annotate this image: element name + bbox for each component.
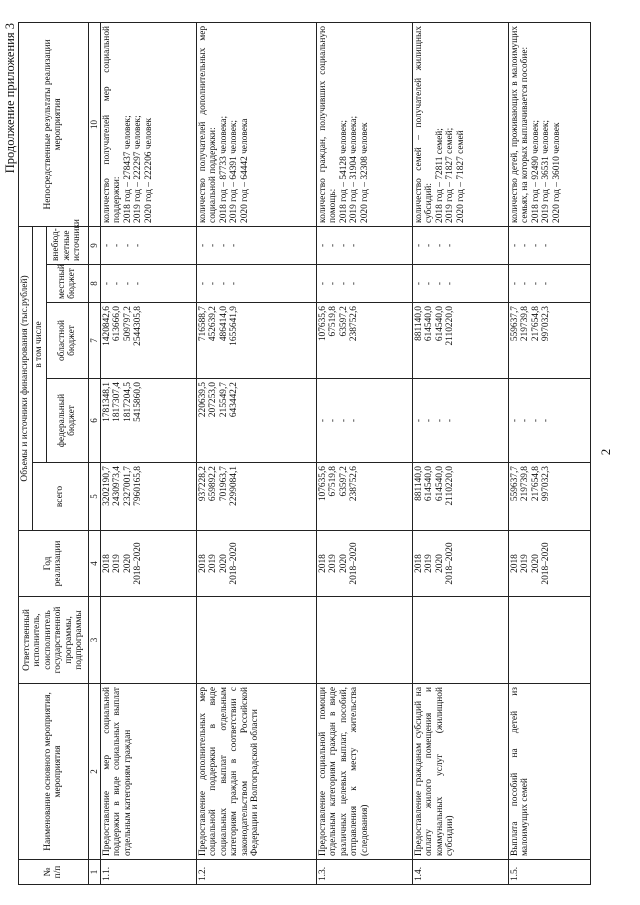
row-total-line: 701963,7 xyxy=(218,466,229,502)
row-result-line: 2018 год – 87733 человека; xyxy=(218,115,229,223)
row-local-line: - xyxy=(112,281,123,286)
row-local-line: - xyxy=(122,281,133,286)
header-results: Непосредственные результаты реализации мероприятия xyxy=(19,22,89,226)
row-extra-line: - xyxy=(122,243,133,248)
row-extra xyxy=(100,226,196,264)
row-regional-line: 559637,7 xyxy=(509,306,520,342)
row-name: Предоставление дополнительных мер социальной поддержки в виде социальных выплат отдельным категориям граждан в соответствии с законодательством Российской Федерации и Волгоградской области xyxy=(196,684,316,860)
row-local-line: - xyxy=(133,281,144,286)
row-extra xyxy=(316,226,412,264)
row-federal-line: 207253,0 xyxy=(208,382,219,418)
row-local-line: - xyxy=(349,281,360,286)
row-regional-line: 217654,8 xyxy=(530,306,541,342)
row-name: Предоставление гражданам субсидий на оплату жилого помещения и коммунальных услуг (жилищной субсидии) xyxy=(412,684,508,860)
row-regional-line: 452639,2 xyxy=(208,306,219,342)
row-regional-line: 63597,2 xyxy=(338,306,349,337)
row-years-line: 2020 xyxy=(218,554,229,573)
row-years-line: 2020 xyxy=(122,554,133,573)
row-federal xyxy=(196,379,316,463)
row-total-line: 63597,2 xyxy=(338,466,349,497)
col-num: 7 xyxy=(88,303,100,379)
row-total-line: 7960165,8 xyxy=(133,466,144,506)
header-regional: областной бюджет xyxy=(46,303,88,379)
header-federal: федеральный бюджет xyxy=(46,379,88,463)
row-total-line: 614540,0 xyxy=(424,466,435,502)
row-result-line: 2019 год – 64391 человек; xyxy=(229,119,240,223)
row-extra-line: - xyxy=(133,243,144,248)
row-federal-line: 1817204,5 xyxy=(122,382,133,422)
row-federal-line: 215549,7 xyxy=(218,382,229,418)
row-extra-line: - xyxy=(218,243,229,248)
row-extra-line: - xyxy=(317,243,328,248)
row-total-line: 107635,6 xyxy=(317,466,328,502)
header-no: № п/п xyxy=(19,860,89,885)
row-local-line: - xyxy=(101,281,112,286)
row-total-line: 659892,2 xyxy=(208,466,219,502)
row-federal-line: - xyxy=(328,418,339,423)
row-name: Выплата пособий на детей из малоимущих семей xyxy=(508,684,590,860)
row-federal xyxy=(508,379,590,463)
row-extra-line: - xyxy=(424,243,435,248)
row-executor xyxy=(412,597,508,684)
row-result-line: 2020 год – 36010 человек xyxy=(551,122,562,223)
row-regional-line: 997032,3 xyxy=(541,306,552,342)
row-federal-line: - xyxy=(317,418,328,423)
row-local-line: - xyxy=(424,281,435,286)
row-federal-line: - xyxy=(413,418,424,423)
row-result-line: 2018 год – 92490 человек; xyxy=(530,119,541,223)
row-result-line: количество детей, проживающих в малоимущих семьях, на которых выплачивается пособие: xyxy=(509,25,531,223)
row-local xyxy=(508,265,590,303)
row-regional-line: 614540,0 xyxy=(424,306,435,342)
col-num: 6 xyxy=(88,379,100,463)
row-result-line: 2020 год – 64442 человека xyxy=(239,118,250,223)
row-local xyxy=(196,265,316,303)
row-result-line: 2018 год – 278437 человек; xyxy=(122,115,133,223)
row-years-line: 2019 xyxy=(520,554,531,573)
col-num: 1 xyxy=(88,860,100,885)
row-extra-line: - xyxy=(112,243,123,248)
row-extra-line: - xyxy=(197,243,208,248)
col-num: 3 xyxy=(88,597,100,684)
row-total xyxy=(100,463,196,531)
row-total-line: 2430973,4 xyxy=(112,466,123,506)
header-local: местный бюджет xyxy=(46,265,88,303)
row-extra-line: - xyxy=(530,243,541,248)
row-local-line: - xyxy=(445,281,456,286)
row-extra-line: - xyxy=(208,243,219,248)
row-years-line: 2020 xyxy=(530,554,541,573)
row-extra-line: - xyxy=(413,243,424,248)
row-regional-line: 107635,6 xyxy=(317,306,328,342)
row-local-line: - xyxy=(413,281,424,286)
row-federal-line: - xyxy=(434,418,445,423)
row-local xyxy=(100,265,196,303)
table-row xyxy=(196,22,316,884)
page-number: 2 xyxy=(598,448,613,456)
row-total xyxy=(508,463,590,531)
row-total-line: 997032,3 xyxy=(541,466,552,502)
row-federal-line: - xyxy=(349,418,360,423)
row-federal-line: - xyxy=(424,418,435,423)
row-extra-line: - xyxy=(328,243,339,248)
row-regional xyxy=(508,303,590,379)
row-extra xyxy=(508,226,590,264)
row-total-line: 881140,0 xyxy=(413,466,424,501)
row-extra-line: - xyxy=(349,243,360,248)
row-result xyxy=(316,22,412,226)
row-years-line: 2020 xyxy=(338,554,349,573)
row-regional-line: 219739,8 xyxy=(520,306,531,342)
row-result xyxy=(100,22,196,226)
row-result xyxy=(508,22,590,226)
row-local-line: - xyxy=(317,281,328,286)
header-executor: Ответственный исполнитель, соисполнитель государственной программы, подпрограммы xyxy=(19,597,89,684)
row-years-line: 2020 xyxy=(434,554,445,573)
row-years-line: 2018 xyxy=(509,554,520,573)
row-federal-line: 1781348,1 xyxy=(101,382,112,422)
row-number: 1.1. xyxy=(100,860,196,885)
row-local-line: - xyxy=(530,281,541,286)
col-num: 10 xyxy=(88,22,100,226)
row-regional xyxy=(196,303,316,379)
header-year: Год реализации xyxy=(19,531,89,597)
header-extra: внебюд-жетные источники xyxy=(46,226,88,264)
row-extra-line: - xyxy=(229,243,240,248)
row-executor xyxy=(196,597,316,684)
row-federal-line: - xyxy=(541,418,552,423)
row-years-line: 2018–2020 xyxy=(133,542,144,585)
row-regional-line: 509797,2 xyxy=(122,306,133,342)
row-federal-line: 220639,5 xyxy=(197,382,208,418)
row-result-line: 2019 год – 36531 человек; xyxy=(541,119,552,223)
continuation-label: Продолжение приложения 3 xyxy=(3,23,17,174)
table-row xyxy=(100,22,196,884)
column-numbers xyxy=(88,22,100,884)
row-result-line: количество получателей мер социальной поддержки: xyxy=(101,25,123,223)
row-local-line: - xyxy=(208,281,219,286)
row-federal xyxy=(316,379,412,463)
row-years-line: 2018–2020 xyxy=(541,542,552,585)
row-years-line: 2019 xyxy=(208,554,219,573)
table-row xyxy=(508,22,590,884)
row-years-line: 2019 xyxy=(112,554,123,573)
col-num: 5 xyxy=(88,463,100,531)
row-regional xyxy=(100,303,196,379)
header-name: Наименование основного мероприятия, мероприятия xyxy=(19,684,89,860)
header-volumes: Объемы и источники финансирования (тыс.рублей) xyxy=(19,226,33,530)
row-local-line: - xyxy=(541,281,552,286)
row-number: 1.3. xyxy=(316,860,412,885)
row-total-line: 67519,8 xyxy=(328,466,339,497)
header-total: всего xyxy=(33,463,89,531)
row-years-line: 2019 xyxy=(328,554,339,573)
table-row xyxy=(316,22,412,884)
row-regional-line: 67519,8 xyxy=(328,306,339,337)
row-years-line: 2018 xyxy=(197,554,208,573)
row-total-line: 2327001,7 xyxy=(122,466,133,506)
row-total-line: 238752,6 xyxy=(349,466,360,502)
row-local xyxy=(316,265,412,303)
row-years-line: 2018–2020 xyxy=(445,542,456,585)
row-years xyxy=(316,531,412,597)
row-federal-line: - xyxy=(338,418,349,423)
row-local-line: - xyxy=(338,281,349,286)
row-executor xyxy=(508,597,590,684)
row-result-line: 2019 год – 31904 человека; xyxy=(349,115,360,223)
row-years-line: 2018 xyxy=(317,554,328,573)
row-executor xyxy=(100,597,196,684)
row-regional xyxy=(316,303,412,379)
row-total-line: 2299084,1 xyxy=(229,466,240,506)
row-name: Предоставление мер социальной поддержки в виде социальных выплат отдельным категориям граждан xyxy=(100,684,196,860)
row-result-line: количество семей – получателей жилищных субсидий: xyxy=(413,25,435,223)
row-regional-line: 486414,0 xyxy=(218,306,229,342)
row-result-line: 2020 год – 71827 семей xyxy=(455,130,466,223)
row-regional-line: 1655641,9 xyxy=(229,306,240,346)
row-number: 1.2. xyxy=(196,860,316,885)
row-federal xyxy=(412,379,508,463)
row-federal xyxy=(100,379,196,463)
row-total-line: 937228,2 xyxy=(197,466,208,502)
row-regional-line: 238752,6 xyxy=(349,306,360,342)
row-regional-line: 2110220,0 xyxy=(445,306,456,346)
row-local-line: - xyxy=(328,281,339,286)
row-regional-line: 613666,0 xyxy=(112,306,123,342)
row-federal-line: 1817307,4 xyxy=(112,382,123,422)
row-result xyxy=(412,22,508,226)
row-extra-line: - xyxy=(338,243,349,248)
row-total xyxy=(412,463,508,531)
row-local xyxy=(412,265,508,303)
row-total-line: 2110220,0 xyxy=(445,466,456,506)
header-including: в том числе xyxy=(33,226,47,462)
row-extra-line: - xyxy=(520,243,531,248)
row-name: Предоставление социальной помощи отдельным категориям граждан в виде различных целевых выплат, пособий, отправления к месту жительства (следования) xyxy=(316,684,412,860)
row-regional-line: 716588,7 xyxy=(197,306,208,342)
col-num: 2 xyxy=(88,684,100,860)
row-result-line: 2018 год – 54128 человек; xyxy=(338,119,349,223)
row-result-line: 2020 год – 32308 человек xyxy=(359,122,370,223)
row-extra-line: - xyxy=(101,243,112,248)
row-extra-line: - xyxy=(509,243,520,248)
row-result-line: 2020 год – 222206 человек xyxy=(143,117,154,223)
row-years-line: 2018–2020 xyxy=(229,542,240,585)
row-total-line: 3202190,7 xyxy=(101,466,112,506)
row-extra xyxy=(412,226,508,264)
row-result-line: количество граждан, получивших социальную помощь: xyxy=(317,25,339,223)
row-regional-line: 2544305,8 xyxy=(133,306,144,346)
row-total xyxy=(196,463,316,531)
row-local-line: - xyxy=(197,281,208,286)
row-years-line: 2018–2020 xyxy=(349,542,360,585)
row-result-line: 2018 год – 72811 семей; xyxy=(434,128,445,223)
col-num: 8 xyxy=(88,265,100,303)
row-federal-line: - xyxy=(509,418,520,423)
row-regional-line: 614540,0 xyxy=(434,306,445,342)
row-result xyxy=(196,22,316,226)
row-result-line: 2019 год – 222297 человек; xyxy=(133,115,144,223)
table-row xyxy=(412,22,508,884)
row-number: 1.5. xyxy=(508,860,590,885)
row-local-line: - xyxy=(520,281,531,286)
row-local-line: - xyxy=(218,281,229,286)
row-local-line: - xyxy=(509,281,520,286)
row-regional xyxy=(412,303,508,379)
row-federal-line: 5415860,0 xyxy=(133,382,144,422)
row-extra-line: - xyxy=(434,243,445,248)
row-extra xyxy=(196,226,316,264)
row-total-line: 614540,0 xyxy=(434,466,445,502)
row-years-line: 2019 xyxy=(424,554,435,573)
row-result-line: 2019 год – 71827 семей; xyxy=(445,127,456,223)
row-years xyxy=(508,531,590,597)
row-years xyxy=(412,531,508,597)
row-local-line: - xyxy=(434,281,445,286)
row-federal-line: 643442,2 xyxy=(229,382,240,418)
row-total xyxy=(316,463,412,531)
row-years xyxy=(196,531,316,597)
row-regional-line: 1420842,6 xyxy=(101,306,112,346)
row-federal-line: - xyxy=(445,418,456,423)
col-num: 4 xyxy=(88,531,100,597)
row-regional-line: 881140,0 xyxy=(413,306,424,341)
row-number: 1.4. xyxy=(412,860,508,885)
col-num: 9 xyxy=(88,226,100,264)
row-years-line: 2018 xyxy=(101,554,112,573)
row-total-line: 559637,7 xyxy=(509,466,520,502)
row-extra-line: - xyxy=(445,243,456,248)
row-total-line: 219739,8 xyxy=(520,466,531,502)
row-executor xyxy=(316,597,412,684)
row-years xyxy=(100,531,196,597)
row-years-line: 2018 xyxy=(413,554,424,573)
row-total-line: 217654,8 xyxy=(530,466,541,502)
row-result-line: количество получателей дополнительных мер социальной поддержки: xyxy=(197,25,219,223)
row-federal-line: - xyxy=(530,418,541,423)
row-extra-line: - xyxy=(541,243,552,248)
row-federal-line: - xyxy=(520,418,531,423)
program-table xyxy=(18,22,591,885)
row-local-line: - xyxy=(229,281,240,286)
